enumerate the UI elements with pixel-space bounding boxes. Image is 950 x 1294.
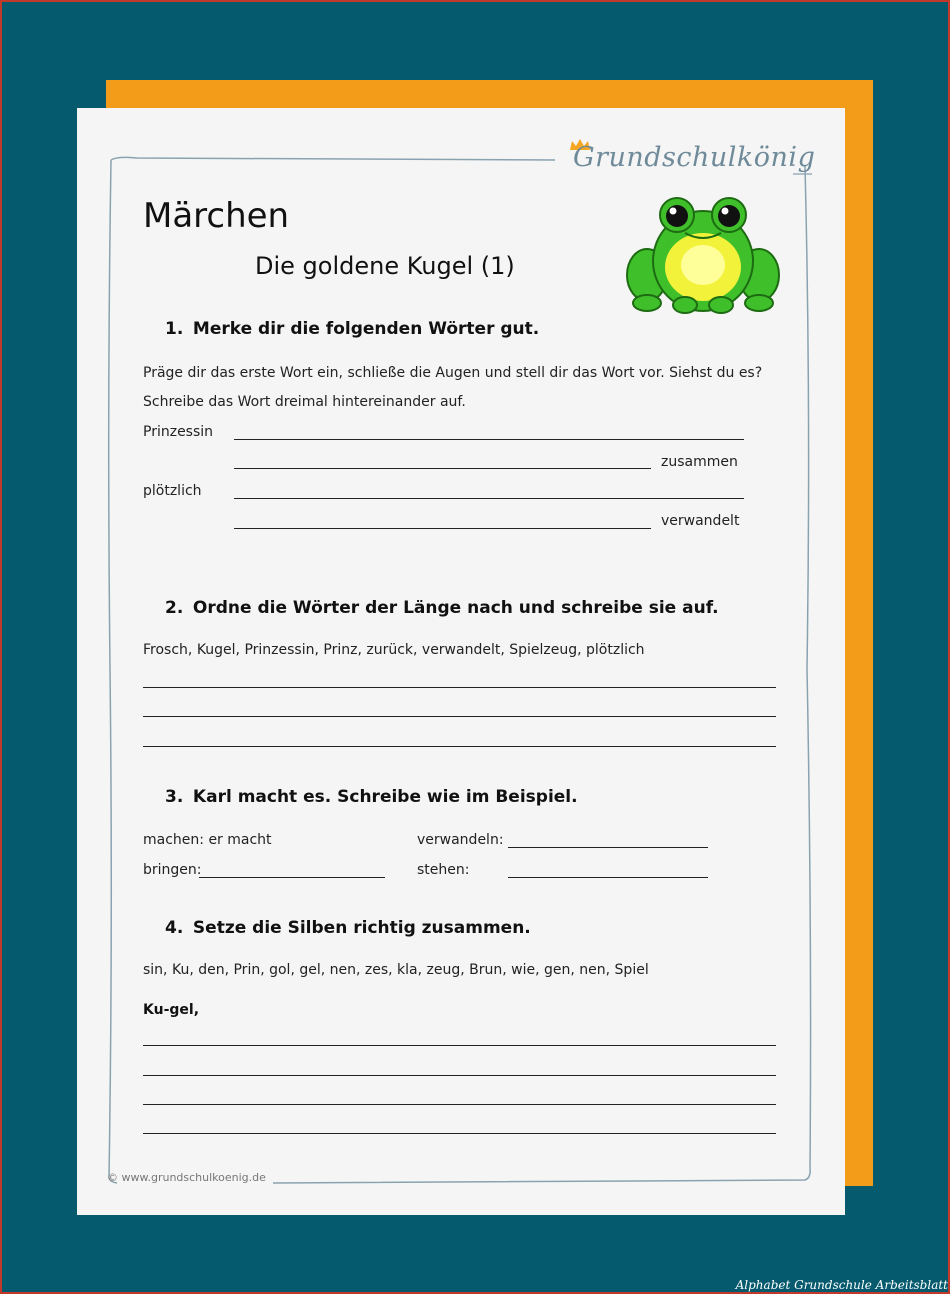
answer-line-bringen[interactable] bbox=[199, 877, 385, 878]
image-caption: Alphabet Grundschule Arbeitsblatt bbox=[735, 1278, 948, 1292]
word-prinzessin: Prinzessin bbox=[143, 424, 214, 440]
task-1-number: 1. bbox=[165, 319, 184, 339]
page-subtitle: Die goldene Kugel (1) bbox=[255, 252, 515, 280]
writing-line[interactable] bbox=[143, 1075, 776, 1076]
task-1-heading-text: Merke dir die folgenden Wörter gut. bbox=[192, 319, 540, 339]
task-4-heading-text: Setze die Silben richtig zusammen. bbox=[192, 918, 531, 938]
writing-line[interactable] bbox=[234, 439, 744, 440]
task-2-heading bbox=[165, 598, 719, 618]
writing-line[interactable] bbox=[143, 746, 776, 747]
task-1-heading bbox=[165, 319, 539, 339]
writing-line[interactable] bbox=[234, 528, 651, 529]
task-4-example: Ku-gel, bbox=[143, 1002, 200, 1018]
task-1-instruction-1: Präge dir das erste Wort ein, schließe die Augen und stell dir das Wort vor. Siehst du es? bbox=[143, 365, 763, 381]
answer-line-stehen[interactable] bbox=[508, 877, 708, 878]
task-3-number: 3. bbox=[165, 787, 184, 807]
word-verwandelt: verwandelt bbox=[661, 513, 740, 529]
answer-line-verwandeln[interactable] bbox=[508, 847, 708, 848]
writing-line[interactable] bbox=[143, 1133, 776, 1134]
task-3-verwandeln-label: verwandeln: bbox=[417, 832, 504, 848]
task-3-heading bbox=[165, 787, 578, 807]
writing-line[interactable] bbox=[143, 1045, 776, 1046]
task-2-number: 2. bbox=[165, 598, 184, 618]
writing-line[interactable] bbox=[143, 687, 776, 688]
task-3-bringen-label: bringen: bbox=[143, 862, 202, 878]
writing-line[interactable] bbox=[234, 498, 744, 499]
task-3-example: machen: er macht bbox=[143, 832, 272, 848]
writing-line[interactable] bbox=[234, 468, 651, 469]
task-2-word-list: Frosch, Kugel, Prinzessin, Prinz, zurück, verwandelt, Spielzeug, plötzlich bbox=[143, 642, 645, 658]
writing-line[interactable] bbox=[143, 1104, 776, 1105]
task-1-instruction-2: Schreibe das Wort dreimal hintereinander auf. bbox=[143, 394, 466, 410]
worksheet-page bbox=[77, 108, 845, 1215]
frog-illustration bbox=[625, 193, 781, 318]
task-4-syllables: sin, Ku, den, Prin, gol, gel, nen, zes, kla, zeug, Brun, wie, gen, nen, Spiel bbox=[143, 962, 649, 978]
task-4-heading bbox=[165, 918, 531, 938]
page-title: Märchen bbox=[143, 196, 290, 236]
footer-copyright: © www.grundschulkoenig.de bbox=[107, 1171, 266, 1184]
word-zusammen: zusammen bbox=[661, 454, 738, 470]
task-3-stehen-label: stehen: bbox=[417, 862, 470, 878]
brand-logo: Grundschulkönig bbox=[573, 142, 816, 173]
task-4-number: 4. bbox=[165, 918, 184, 938]
task-2-heading-text: Ordne die Wörter der Länge nach und schreibe sie auf. bbox=[192, 598, 719, 618]
word-ploetzlich: plötzlich bbox=[143, 483, 202, 499]
writing-line[interactable] bbox=[143, 716, 776, 717]
task-3-heading-text: Karl macht es. Schreibe wie im Beispiel. bbox=[192, 787, 578, 807]
